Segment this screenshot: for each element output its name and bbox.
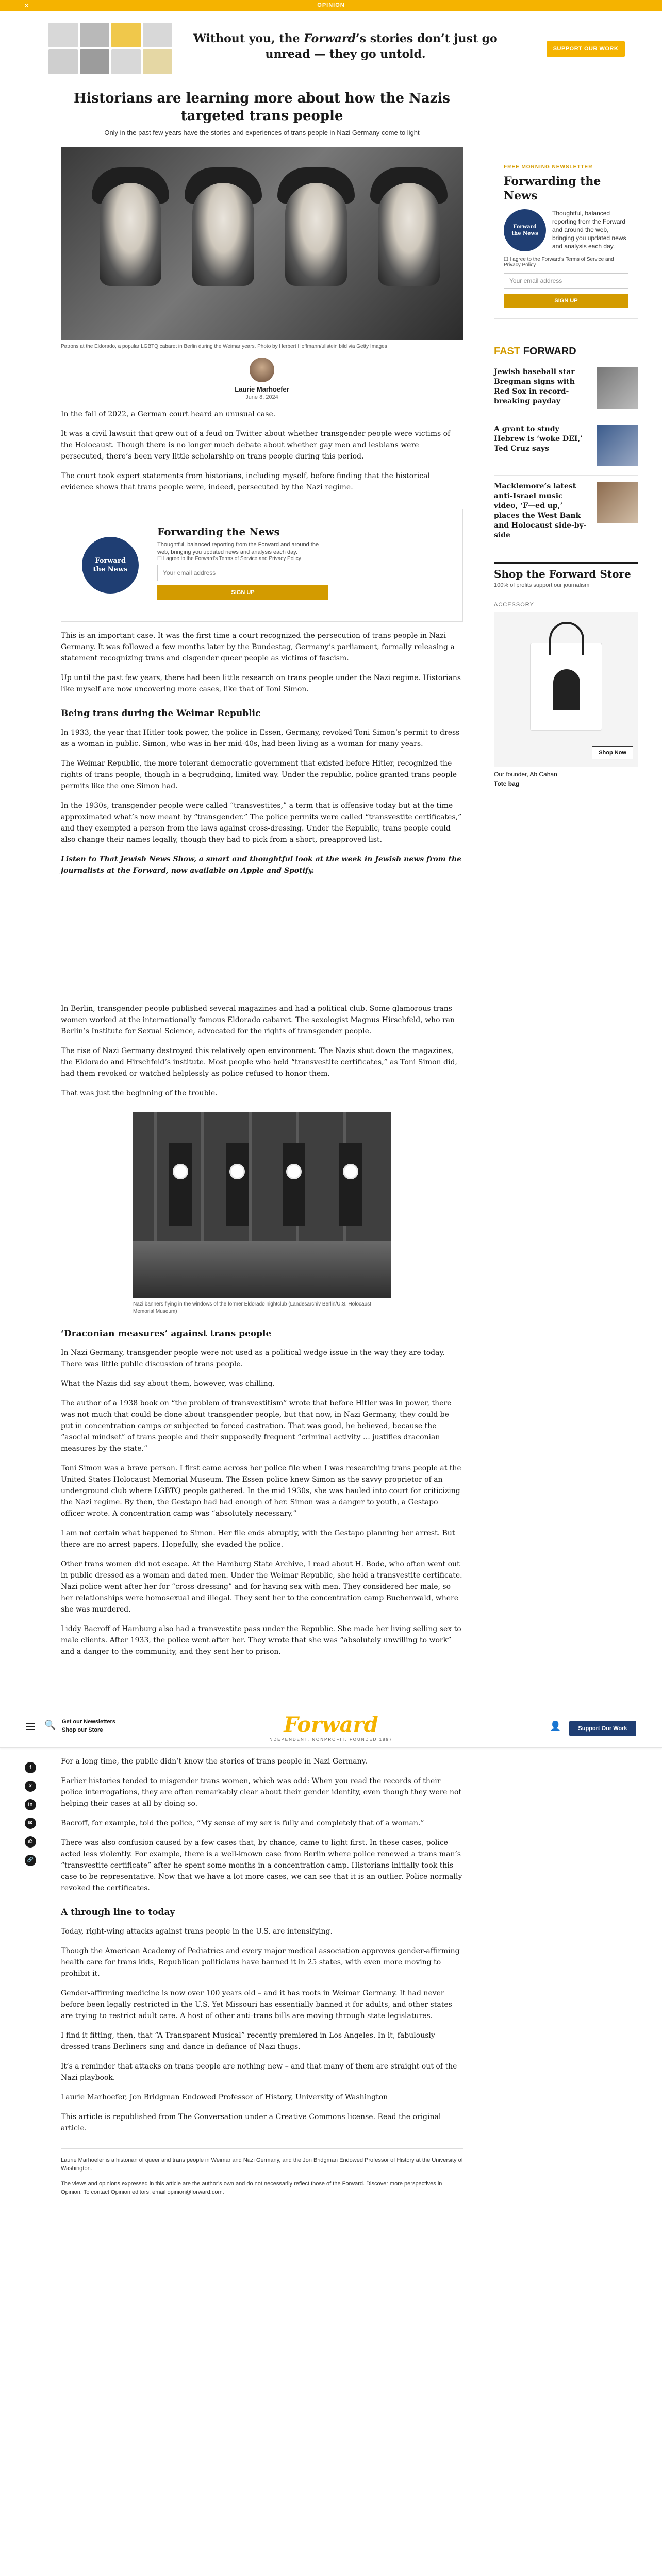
user-icon[interactable]: 👤: [550, 1721, 561, 1732]
paragraph: The author of a 1938 book on “the problem of transvestitism” wrote that before Hitler was in power, there was not much that could be done about transgender people, but that now, in Nazi Germany, they could be put in concentration camps or subjected to forced castration. That was good, he believed, because the “asocial mindset” of trans people and their supposedly frequent “criminal activity … justifies draconian measures by the state.”: [61, 1399, 452, 1453]
paragraph: For a long time, the public didn’t know the stories of trans people in Nazi Germany.: [61, 1757, 368, 1766]
eldorado-photo: [133, 1112, 391, 1298]
paragraph: Bacroff, for example, told the police, “My sense of my sex is fully and completely that of a woman.”: [61, 1819, 424, 1827]
paragraph: It was a civil lawsuit that grew out of a feud on Twitter about whether transgender people were victims of the Holocaust. Though there is no longer much debate about whether gay men and lesbians were persecuted, there’s been very little scholarship on trans people during this period.: [61, 430, 451, 461]
author-block: [61, 358, 463, 400]
close-icon[interactable]: ×: [25, 2, 29, 9]
store-link[interactable]: Shop our Store: [62, 1727, 103, 1733]
paragraph: I find it fitting, then, that “A Transparent Musical” recently premiered in Los Angeles. In it, fabulously dressed trans Berliners sing and dance in defiance of Nazi thugs.: [61, 2031, 435, 2051]
paragraph: It’s a reminder that attacks on trans people are nothing new – and that many of them are straight out of the Nazi playbook.: [61, 2062, 457, 2082]
sign-up-button[interactable]: SIGN UP: [504, 294, 628, 308]
paragraph: Other trans women did not escape. At the Hamburg State Archive, I read about H. Bode, who often went out in public dressed as a woman and dated men. Under the Weimar Republic, she held a transvestite certificate. Nazi police went after her for “cross-dressing” and for having sex with men. They considered her male, so her relationships were homosexual and illegal. They sent her to the concentration camp Buchenwald, where she was murdered.: [61, 1560, 462, 1614]
paragraph: In 1933, the year that Hitler took power, the police in Essen, Germany, revoked Toni Simon’s permit to dress as a woman in public. Simon, who was in her mid-40s, had been living as a woman for many years.: [61, 728, 460, 748]
email-input[interactable]: Your email address: [504, 273, 628, 289]
print-icon[interactable]: ⎙: [25, 1836, 36, 1848]
paragraph: In Nazi Germany, transgender people were not used as a political wedge issue in the way they are today. There was little public discussion of trans people.: [61, 1349, 445, 1368]
product-category: ACCESSORY: [494, 602, 534, 608]
shop-title: Shop the Forward Store: [494, 562, 638, 580]
newsletter-description: Thoughtful, balanced reporting from the Forward and around the web, bringing you updated news and analysis each day.: [552, 210, 626, 250]
paragraph: Up until the past few years, there had been little research on trans people under the Nazi regime. Historians like myself are now uncovering more cases, like that of Toni Simon.: [61, 674, 461, 693]
paragraph: This is an important case. It was the first time a court recognized the persecution of trans people in Nazi Germany. It was followed a few months later by the Bundestag, Germany’s parliament, formally releasing a statement recognizing trans and cisgender queer people as victims of fascism.: [61, 632, 455, 663]
thumbnail[interactable]: [597, 367, 638, 409]
paragraph: Toni Simon was a brave person. I first came across her police file when I was researching trans people at the United States Holocaust Memorial Museum. The Essen police knew Simon as the savvy proprietor of an underground club where LGBTQ people gathered. In the mid 1930s, she was hauled into court for criticizing the Nazi regime. By then, the Gestapo had had enough of her. Simon was a danger to youth, a Gestapo officer wrote. A concentration camp was “absolutely necessary.”: [61, 1464, 461, 1518]
paragraph: In the 1930s, transgender people were called “transvestites,” a term that is offensive today but at the time approximated what’s now meant by “transgender.” The police permits were called “transvestite certificates,” and they exempted a person from the laws against cross-dressing. Under the Republic, trans people could also change their names legally, though they had to pick from a short, preapproved list.: [61, 802, 462, 844]
fast-forward-item[interactable]: Macklemore’s latest anti-Israel music video, ‘F—ed up,’ places the West Bank and Holocaust side-by-side: [494, 475, 638, 547]
photo-caption: Nazi banners flying in the windows of the former Eldorado nightclub (Landesarchiv Berlin/U.S. Holocaust Memorial Museum): [133, 1301, 371, 1314]
article-continued: [61, 1748, 463, 2196]
author-bio: Laurie Marhoefer is a historian of queer and trans people in Weimar and Nazi Germany, and the Jon Bridgman Endowed Professor of History at the University of Washington.: [61, 2157, 463, 2172]
masthead-logo[interactable]: Forward: [284, 1713, 378, 1737]
support-banner: [0, 11, 662, 83]
opinion-disclaimer: The views and opinions expressed in this article are the author’s own and do not necessarily reflect those of the Forward. Discover more perspectives in Opinion. To contact Opinion editors, email opinion@forward.com.: [61, 2181, 442, 2195]
paragraph: That was just the beginning of the trouble.: [61, 1089, 218, 1097]
hero-caption: Patrons at the Eldorado, a popular LGBTQ cabaret in Berlin during the Weimar years. Photo by Herbert Hoffmann/ullstein bild via Getty Images: [61, 344, 387, 349]
email-input[interactable]: [157, 565, 328, 581]
newsletter-title: Forwarding the News: [157, 526, 280, 538]
terms-checkbox[interactable]: ☐ I agree to the Forward’s Terms of Service and Privacy Policy: [504, 257, 614, 268]
section-label: OPINION: [317, 2, 345, 8]
link-icon[interactable]: 🔗: [25, 1855, 36, 1866]
newsletter-description: Thoughtful, balanced reporting from the Forward and around the web, bringing you updated news and analysis each day.: [157, 541, 319, 555]
photo-collage: [48, 23, 172, 74]
article-dek: Only in the past few years have the stories and experiences of trans people in Nazi Germany come to light: [104, 129, 420, 137]
paragraph: The Weimar Republic, the more tolerant democratic government that existed before Hitler, recognized the rights of trans people, though in a begrudging, limited way. Under the republic, police granted trans people permits like the one Simon had.: [61, 759, 457, 790]
paragraph: In the fall of 2022, a German court heard an unusual case.: [61, 410, 276, 418]
inline-newsletter-signup: [61, 509, 463, 622]
publish-date: June 8, 2024: [245, 394, 278, 400]
fast-forward-item[interactable]: Jewish baseball star Bregman signs with Red Sox in record-breaking payday: [494, 361, 638, 415]
terms-checkbox[interactable]: ☐ I agree to the Forward’s Terms of Service and Privacy Policy: [157, 556, 301, 562]
paragraph: In Berlin, transgender people published several magazines and had a political club. Some glamorous trans women worked at the internationally famous Eldorado cabaret. The sexologist Magnus Hirschfeld, who ran Berlin’s Institute for Sexual Science, advocated for the rights of transgender people.: [61, 1005, 455, 1036]
paragraph: There was also confusion caused by a few cases that, by chance, came to light first. In these cases, police acted less violently. For example, there is a well-known case from Berlin where police renewed a trans man’s “transvestite certificate” after he spent some months in a concentration camp. Historians initially took this case to be representative. Now that we have a lot more cases, we can see that it is an outlier. Police normally revoked the certificates.: [61, 1839, 462, 1892]
fast-forward-list: [494, 346, 638, 547]
podcast-promo[interactable]: Listen to That Jewish News Show, a smart and thoughtful look at the week in Jewish news from the journalists at the Forward, now available on Apple and Spotify.: [61, 855, 462, 875]
shop-now-button[interactable]: Shop Now: [592, 746, 633, 759]
paragraph: I am not certain what happened to Simon. Her file ends abruptly, with the Gestapo planning her arrest. But there are no arrest papers. Hopefully, she evaded the police.: [61, 1529, 455, 1549]
author-credit[interactable]: Laurie Marhoefer, Jon Bridgman Endowed Professor of History, University of Washington: [61, 2093, 388, 2102]
sign-up-button[interactable]: SIGN UP: [157, 585, 328, 600]
thumbnail[interactable]: [597, 482, 638, 523]
support-our-work-button[interactable]: SUPPORT OUR WORK: [547, 41, 625, 57]
search-icon[interactable]: 🔍: [44, 1720, 56, 1731]
right-rail: [494, 155, 638, 787]
product-card[interactable]: [494, 612, 638, 767]
paragraph: Liddy Bacroff of Hamburg also had a transvestite pass under the Republic. She made her living selling sex to male clients. After 1933, the police went after her. They wrote that she was “absolutely unwilling to work” and a danger to the community, and they sent her to prison.: [61, 1625, 461, 1656]
newsletters-link[interactable]: Get our Newsletters: [62, 1719, 115, 1725]
paragraph: Though the American Academy of Pediatrics and every major medical association approves gender-affirming health care for trans kids, Republican politicians have banned it in 25 states, with even more moving to prohibit it.: [61, 1947, 460, 1978]
facebook-icon[interactable]: f: [25, 1762, 36, 1773]
thumbnail[interactable]: [597, 425, 638, 466]
email-icon[interactable]: ✉: [25, 1818, 36, 1829]
product-type: Tote bag: [494, 780, 520, 787]
linkedin-icon[interactable]: in: [25, 1799, 36, 1810]
paragraph: What the Nazis did say about them, however, was chilling.: [61, 1380, 275, 1388]
banner-message: Without you, the Forward’s stories don’t just go unread — they go untold.: [193, 32, 498, 61]
masthead-tagline: INDEPENDENT. NONPROFIT. FOUNDED 1897.: [267, 1737, 395, 1742]
fast-forward-item[interactable]: A grant to study Hebrew is ‘woke DEI,’ Ted Cruz says: [494, 418, 638, 472]
sticky-header: [0, 1708, 662, 1748]
share-bar: [25, 1762, 37, 1873]
product-name[interactable]: Our founder, Ab Cahan: [494, 771, 557, 778]
republish-note: This article is republished from The Conversation under a Creative Commons license. Read the original article.: [61, 2113, 441, 2132]
support-our-work-button[interactable]: Support Our Work: [569, 1721, 636, 1736]
rail-newsletter-signup: [494, 155, 638, 319]
top-strip: [0, 0, 662, 11]
shop-module: [494, 562, 638, 787]
paragraph: Today, right-wing attacks against trans people in the U.S. are intensifying.: [61, 1927, 333, 1936]
fast-forward-title: FAST FORWARD: [494, 346, 576, 357]
newsletter-kicker: FREE MORNING NEWSLETTER: [504, 164, 593, 170]
section-heading: Being trans during the Weimar Republic: [61, 708, 261, 719]
newsletter-logo: Forward the News: [504, 209, 546, 251]
ad-slot: [61, 876, 463, 995]
x-icon[interactable]: x: [25, 1781, 36, 1792]
article: [61, 88, 463, 1657]
newsletter-logo: Forward the News: [82, 537, 139, 594]
hero-image: [61, 147, 463, 340]
paragraph: Earlier histories tended to misgender trans women, which was odd: When you read the records of their police interrogations, they are often remarkably clear about their gender identity, even though they were not helping their cases at all by doing so.: [61, 1777, 462, 1808]
author-name[interactable]: Laurie Marhoefer: [235, 385, 289, 393]
paragraph: The court took expert statements from historians, including myself, before finding that the historical evidence shows that trans people were, indeed, persecuted by the Nazi regime.: [61, 472, 430, 492]
shop-subtitle: 100% of profits support our journalism: [494, 582, 590, 588]
section-heading: A through line to today: [61, 1907, 175, 1918]
newsletter-title: Forwarding the News: [504, 175, 601, 202]
paragraph: The rise of Nazi Germany destroyed this relatively open environment. The Nazis shut down the magazines, the Eldorado and Hirschfeld’s institute. Most people who held “transvestite certificates,” as Toni Simon did, had them revoked or watched helplessly as police refused to honor them.: [61, 1047, 457, 1078]
tote-bag-image: [530, 643, 602, 731]
paragraph: Gender-affirming medicine is now over 100 years old – and it has roots in Weimar Germany. It had never before been legally restricted in the U.S. Yet Missouri has essentially banned it for adults, and other states are trying to restrict adult care. A host of other anti-trans bills are moving through state legislatures.: [61, 1989, 452, 2020]
author-avatar[interactable]: [250, 358, 274, 382]
section-heading: ‘Draconian measures’ against trans people: [61, 1329, 272, 1339]
article-headline: Historians are learning more about how the Nazis targeted trans people: [73, 91, 451, 124]
